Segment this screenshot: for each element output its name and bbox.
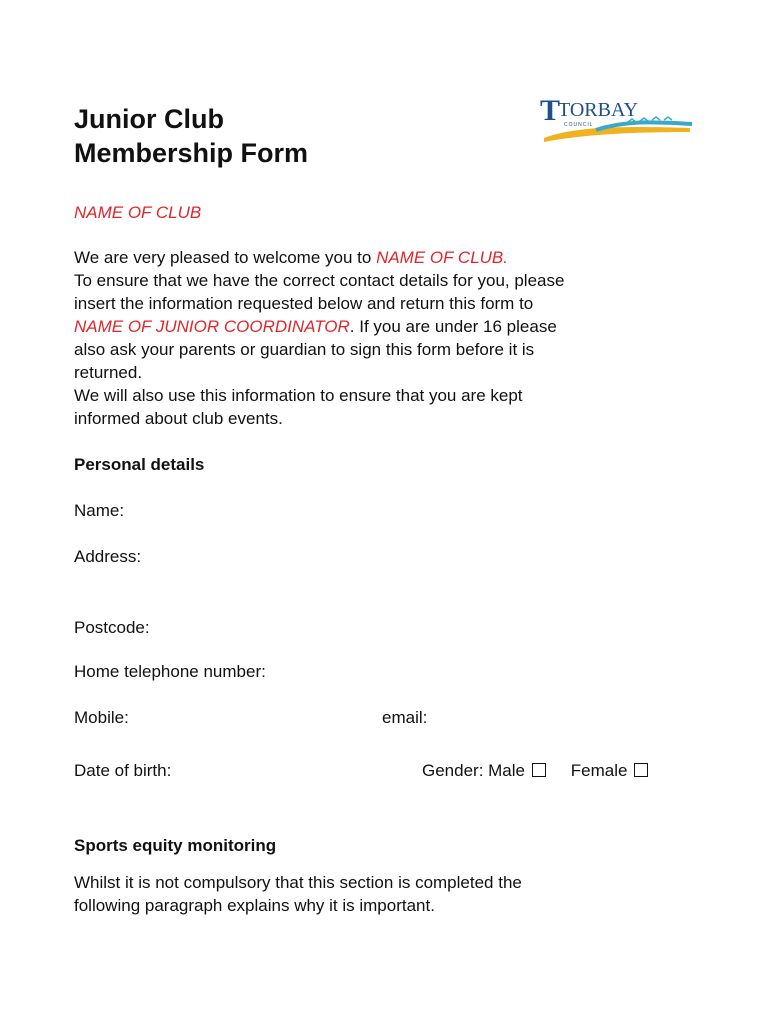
gender-group — [422, 759, 648, 782]
address-label: Address: — [74, 547, 142, 566]
form-title — [74, 102, 308, 170]
intro-club-name: NAME OF CLUB. — [376, 248, 508, 267]
intro-line-2: To ensure that we have the correct contact details for you, please — [74, 271, 565, 290]
intro-line-3: insert the information requested below and return this form to — [74, 294, 534, 313]
name-label: Name: — [74, 501, 125, 520]
intro-line-5: also ask your parents or guardian to sign this form before it is — [74, 340, 535, 359]
logo-wordmark: TORBAY — [558, 99, 639, 121]
intro-line-6: returned. — [74, 363, 143, 382]
logo-yellow-wave — [544, 127, 690, 142]
title-line-1: Junior Club — [74, 104, 224, 134]
male-checkbox[interactable] — [532, 763, 546, 777]
intro-welcome-text: We are very pleased to welcome you to — [74, 248, 377, 267]
equity-paragraph — [74, 871, 714, 917]
logo-letter-t: T — [540, 94, 561, 127]
home-telephone-label: Home telephone number: — [74, 662, 266, 681]
intro-line-1 — [74, 246, 714, 269]
equity-line-2: following paragraph explains why it is important. — [74, 896, 435, 915]
intro-line-7: We will also use this information to ensure that you are kept — [74, 386, 523, 405]
intro-line-4-rest: . If you are under 16 please — [349, 317, 557, 336]
intro-line-8: informed about club events. — [74, 409, 283, 428]
gender-female-label: Female — [570, 761, 628, 780]
intro-paragraph — [74, 246, 714, 430]
personal-details-heading: Personal details — [74, 455, 205, 474]
torbay-council-logo — [536, 90, 696, 148]
female-checkbox[interactable] — [634, 763, 648, 777]
date-of-birth-label: Date of birth: — [74, 761, 172, 780]
equity-line-1: Whilst it is not compulsory that this section is completed the — [74, 873, 522, 892]
logo-subtext: COUNCIL — [564, 122, 594, 128]
gender-male-label: Gender: Male — [422, 761, 525, 780]
title-line-2: Membership Form — [74, 138, 309, 168]
postcode-label: Postcode: — [74, 618, 150, 637]
intro-line-4 — [74, 315, 714, 338]
club-name-placeholder: NAME OF CLUB — [74, 203, 202, 222]
sports-equity-heading: Sports equity monitoring — [74, 836, 277, 855]
intro-coordinator-name: NAME OF JUNIOR COORDINATOR — [74, 317, 350, 336]
email-label: email: — [382, 708, 428, 727]
mobile-label: Mobile: — [74, 708, 129, 727]
